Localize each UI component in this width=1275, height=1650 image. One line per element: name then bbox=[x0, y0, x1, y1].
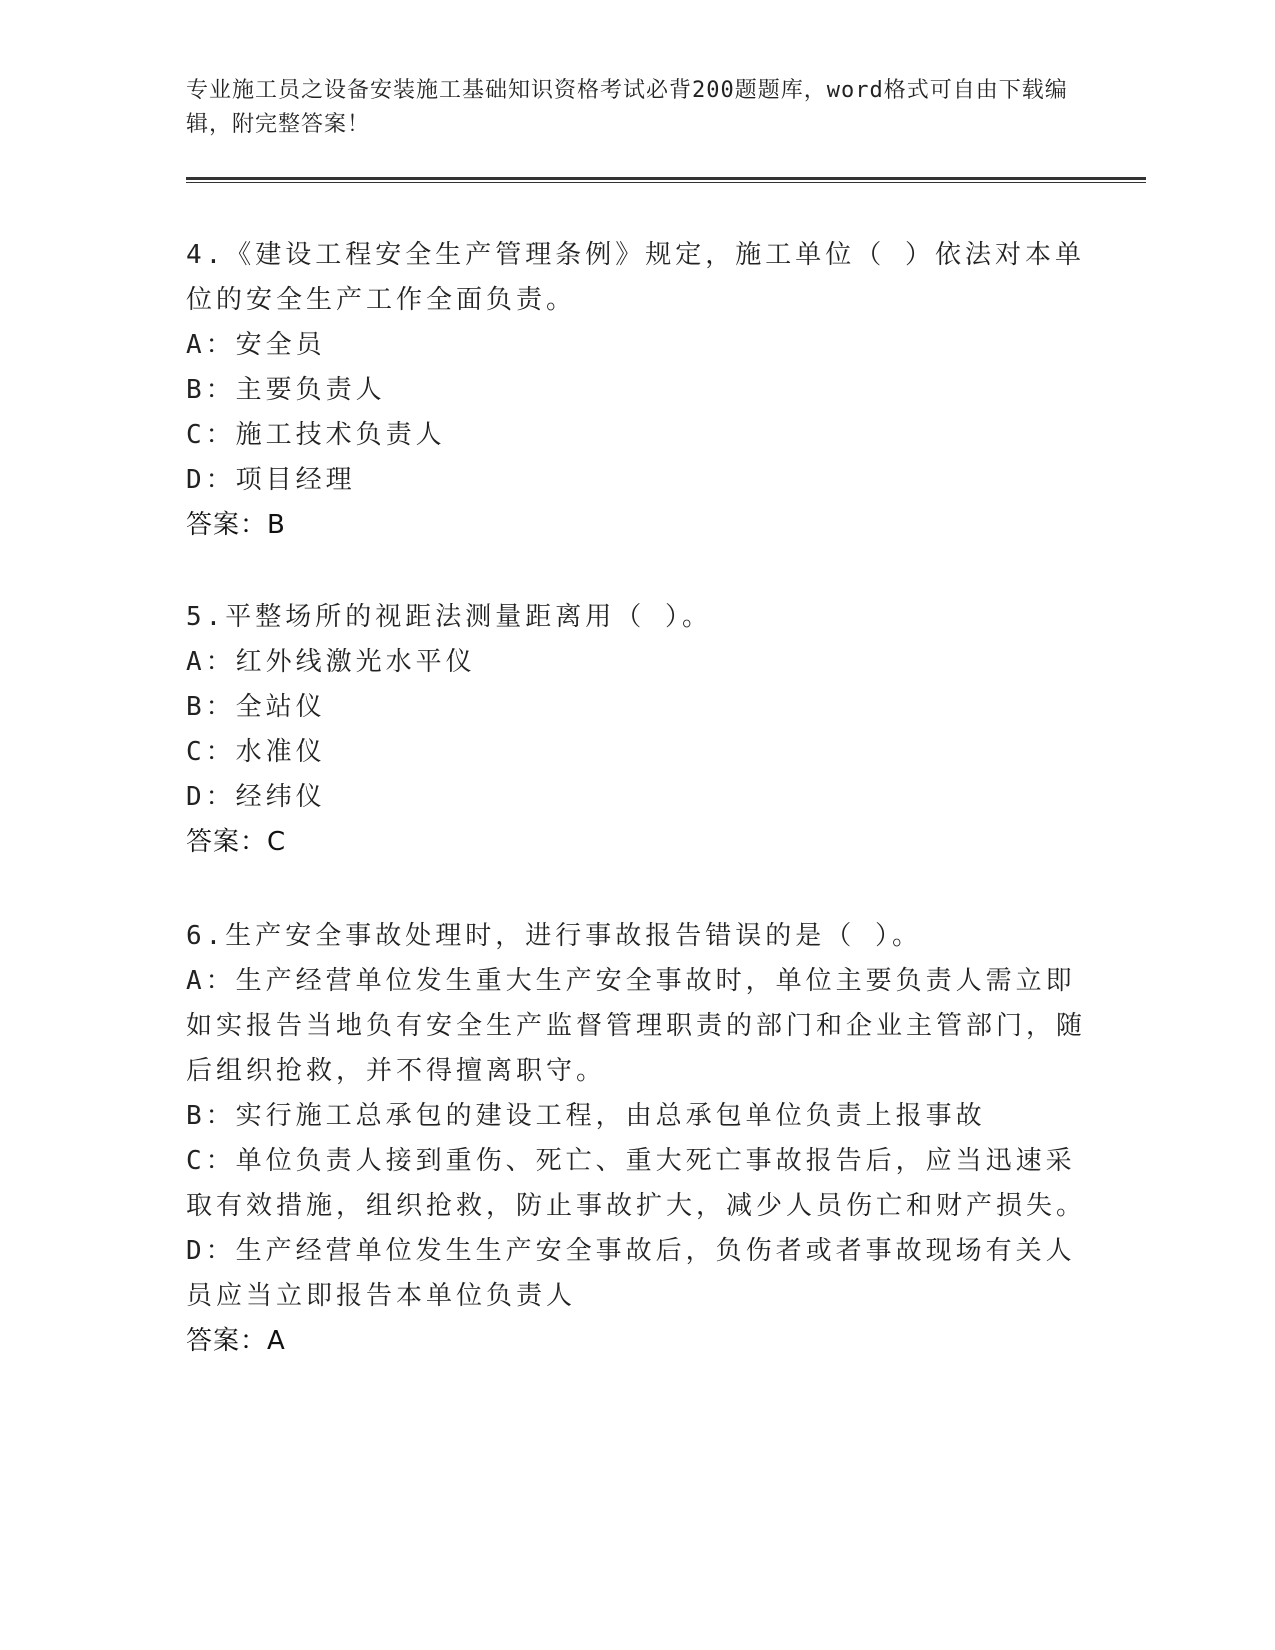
option-d: D：生产经营单位发生生产安全事故后，负伤者或者事故现场有关人员应当立即报告本单位负责人 bbox=[186, 1236, 1076, 1311]
answer: 答案：A bbox=[186, 1326, 286, 1356]
option-a: A：生产经营单位发生重大生产安全事故时，单位主要负责人需立即如实报告当地负有安全生产监督管理职责的部门和企业主管部门，随后组织抢救，并不得擅离职守。 bbox=[186, 966, 1087, 1086]
question-stem: 6.生产安全事故处理时，进行事故报告错误的是（ ）。 bbox=[186, 921, 922, 951]
question-stem: 5.平整场所的视距法测量距离用（ ）。 bbox=[186, 602, 712, 632]
answer: 答案：B bbox=[186, 510, 286, 540]
option-b: B：实行施工总承包的建设工程，由总承包单位负责上报事故 bbox=[186, 1101, 986, 1131]
option-b: B：全站仪 bbox=[186, 692, 326, 722]
option-d: D：经纬仪 bbox=[186, 782, 326, 812]
option-b: B：主要负责人 bbox=[186, 375, 386, 405]
option-a: A：红外线激光水平仪 bbox=[186, 647, 476, 677]
question-5 bbox=[186, 595, 1086, 865]
question-4 bbox=[186, 233, 1086, 548]
option-a: A：安全员 bbox=[186, 330, 326, 360]
option-d: D：项目经理 bbox=[186, 465, 356, 495]
option-c: C：施工技术负责人 bbox=[186, 420, 446, 450]
answer: 答案：C bbox=[186, 827, 287, 857]
header-divider-thick bbox=[186, 177, 1146, 180]
document-header: 专业施工员之设备安装施工基础知识资格考试必背200题题库，word格式可自由下载编辑，附完整答案！ bbox=[186, 78, 1068, 137]
header-divider-thin bbox=[186, 182, 1146, 183]
option-c: C：水准仪 bbox=[186, 737, 326, 767]
option-c: C：单位负责人接到重伤、死亡、重大死亡事故报告后，应当迅速采取有效措施，组织抢救，防止事故扩大，减少人员伤亡和财产损失。 bbox=[186, 1146, 1087, 1221]
question-6 bbox=[186, 914, 1086, 1364]
question-stem: 4.《建设工程安全生产管理条例》规定，施工单位（ ）依法对本单位的安全生产工作全面负责。 bbox=[186, 240, 1085, 315]
